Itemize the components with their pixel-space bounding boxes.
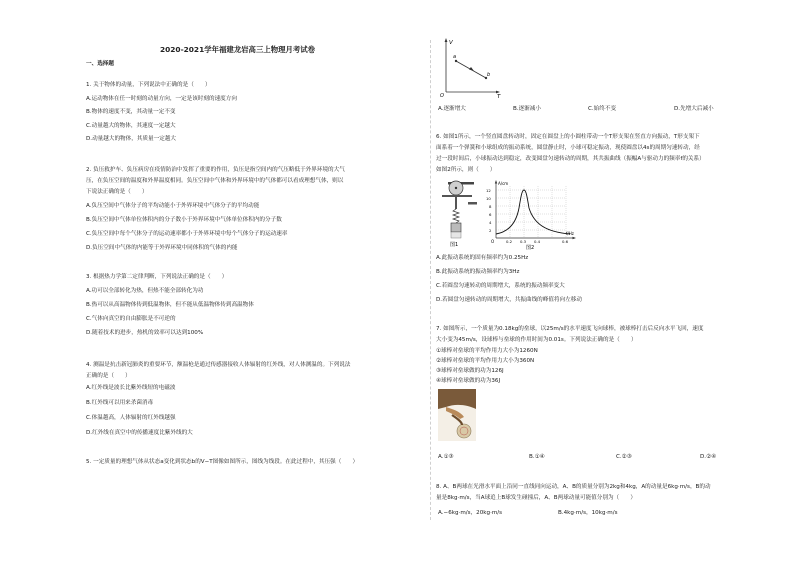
option-b: B.此振动系统的振动频率约为3Hz: [436, 269, 520, 275]
baseball: [457, 424, 471, 438]
t-bracket: [442, 195, 472, 197]
option-a: A.功可以全部转化为热，但热不能全部转化为功: [86, 288, 204, 294]
option-a: A.−6kg·m/s，20kg·m/s: [438, 510, 503, 516]
origin-label: O: [491, 239, 495, 244]
question-stem-line: 6. 如图1所示，一个竖直圆盘转动时，固定在圆盘上的小圆柱带动一个T形支架在竖直方向振动，T形支架下: [436, 134, 700, 140]
option-a: A.负压空间中气体分子的平均动能小于外界环境中气体分子的平均动能: [86, 203, 260, 209]
y-tick: 12: [486, 188, 491, 193]
option-d: D.若圆盘匀速转动的周期增大，共振曲线的峰值将向左移动: [436, 297, 582, 303]
resonance-curve-figure: [486, 178, 582, 250]
question-stem-line: 量是8kg·m/s，当A球追上B球发生碰撞后，A、B两球动量可能值分别为（ ）: [436, 495, 636, 501]
statement-4: ④球棒对垒球做的功为36J: [436, 378, 501, 384]
oscillator-apparatus-figure: [438, 176, 480, 248]
option-d: D.负压空间中气体的内能等于外界环境中同体积的气体的内能: [86, 245, 238, 251]
option-b: B.①④: [529, 454, 545, 460]
x-tick: 0.3: [520, 239, 527, 244]
x-tick: 0.6: [562, 239, 569, 244]
spring: [453, 209, 459, 223]
t-axis-arrow: [496, 91, 500, 94]
point-a-dot: [455, 60, 457, 62]
question-stem-line: 大小变为45m/s，设球棒与垒球的作用时间为0.01s。下列说法正确的是（ ）: [436, 337, 637, 343]
question-stem-line: 面系着一个弹簧和小球组成的振动系统，圆盘静止时，小球可稳定振动，现使圆盘以4s的周期匀速转动，经: [436, 145, 700, 151]
option-b: B.逐渐减小: [513, 106, 541, 112]
question-stem-line: 下说法正确的是（ ）: [86, 189, 148, 195]
question-stem-line: 正确的是（ ）: [86, 373, 131, 379]
section-heading: 一、选择题: [86, 61, 114, 67]
disc-axle: [455, 187, 457, 189]
option-c: C.若圆盘匀速转动的周期增大，系统的振动频率变大: [436, 283, 565, 289]
column-divider: [430, 40, 431, 520]
option-c: C.始终不变: [588, 106, 617, 112]
statement-1: ①球棒对垒球的平均作用力大小为1260N: [436, 348, 538, 354]
x-tick: 0.4: [534, 239, 541, 244]
v-axis-label: V: [449, 40, 453, 46]
y-tick: 4: [489, 220, 492, 225]
point-b-label: b: [487, 72, 491, 78]
y-tick: 10: [486, 196, 491, 201]
option-c: C.负压空间中每个气体分子的运动速率都小于外界环境中每个气体分子的运动速率: [86, 231, 288, 237]
fig1-caption: 图1: [450, 242, 459, 248]
y-tick: 6: [489, 212, 492, 217]
option-d: D.随着技术的进步，热机的效率可以达到100%: [86, 330, 204, 336]
process-direction-arrow: [469, 67, 474, 71]
question-stem-line: 过一段时间后，小球振动达到稳定，改变圆盘匀速转动的周期，其共振曲线（振幅A与驱动力的频率f的关系）: [436, 156, 705, 162]
fig2-caption: 图2: [526, 245, 535, 250]
question-stem-line: 压，在负压空间的温度和外界温度相同。负压空间中气体和外界环境中的气体都可以看成理想气体，则以: [86, 178, 344, 184]
t-axis-label: T: [497, 94, 501, 98]
option-c: C.气体向真空的自由膨胀是不可逆的: [86, 316, 176, 322]
question-stem-line: 8. A、B两球在光滑水平面上沿同一直线同向运动，A、B的质量分别为2kg和4kg，A的动量是6kg·m/s，B的动: [436, 484, 711, 490]
baseball-bat-photo: [438, 389, 476, 441]
option-d: D.②④: [700, 454, 717, 460]
option-a: A.红外线是波长比紫外线短的电磁波: [86, 385, 176, 391]
option-d: D.红外线在真空中的传播速度比紫外线的大: [86, 430, 193, 436]
option-c: C.体温越高，人体辐射的红外线越强: [86, 415, 176, 421]
a-axis-label: A/cm: [498, 181, 509, 186]
question-stem: 5. 一定质量的理想气体从状态a变化到状态b的V−T图像如图所示，图线为线段。在此过程中，其压强（ ）: [86, 459, 359, 465]
option-a: A.此振动系统的固有频率约为0.25Hz: [436, 255, 529, 261]
x-tick: 0.2: [506, 239, 513, 244]
option-b: B.4kg·m/s，10kg·m/s: [558, 510, 618, 516]
option-b: B.负压空间中气体单位体积内的分子数小于外界环境中气体单位体积内的分子数: [86, 217, 282, 223]
point-a-label: a: [453, 54, 457, 60]
option-b: B.热可以从高温物体传到低温物体，但不能从低温物体传到高温物体: [86, 302, 254, 308]
question-stem-line: 如图2所示，则（ ）: [436, 167, 496, 173]
y-tick: 2: [489, 228, 492, 233]
option-a: A.逐渐增大: [438, 106, 466, 112]
option-d: D.先增大后减小: [674, 106, 714, 112]
question-stem-line: 4. 测温是抗击新冠肺炎的重要环节，额温枪是通过传感器接收人体辐射的红外线，对人体测温的。下列说法: [86, 362, 351, 368]
option-c: C.动量越大的物体，其速度一定越大: [86, 123, 176, 129]
option-b: B.物体的速度不变，其动量一定不变: [86, 109, 176, 115]
side-clamp: [468, 202, 477, 205]
vt-graph-figure: [436, 36, 506, 98]
option-b: B.红外线可以用来杀菌消毒: [86, 400, 154, 406]
option-c: C.②③: [616, 454, 632, 460]
option-a: A.运动物体在任一时刻的动量方向，一定是该时刻的速度方向: [86, 96, 237, 102]
question-stem-line: 2. 负压救护车、负压病房在疫情防治中发挥了重要的作用，负压是指空间内的气压略低于外界环境的大气: [86, 167, 345, 173]
statement-3: ③球棒对垒球做的功为126J: [436, 368, 504, 374]
resonance-curve: [496, 190, 570, 234]
y-tick: 8: [489, 204, 492, 209]
question-stem: 3. 根据热力学第二定律判断，下列说法正确的是（ ）: [86, 274, 228, 280]
page-title: 2020-2021学年福建龙岩高三上物理月考试卷: [160, 45, 316, 54]
water-container: [451, 232, 461, 238]
f-axis-label: f/Hz: [566, 231, 574, 236]
option-a: A.①③: [438, 454, 454, 460]
a-axis-arrow: [495, 180, 497, 184]
origin-label: O: [440, 93, 444, 98]
t-bracket-stem: [455, 197, 457, 209]
question-stem-line: 7. 如图所示，一个质量为0.18kg的垒球，以25m/s的水平速度飞向球棒，被球棒打击后反向水平飞回，速度: [436, 326, 704, 332]
oscillator-ball: [451, 223, 461, 232]
v-axis-arrow: [445, 38, 448, 42]
f-axis-arrow: [573, 237, 577, 239]
statement-2: ②球棒对垒球的平均作用力大小为360N: [436, 358, 535, 364]
question-stem: 1. 关于物体的动量，下列说法中正确的是（ ）: [86, 82, 211, 88]
option-d: D.动量越大的物体，其质量一定越大: [86, 136, 176, 142]
